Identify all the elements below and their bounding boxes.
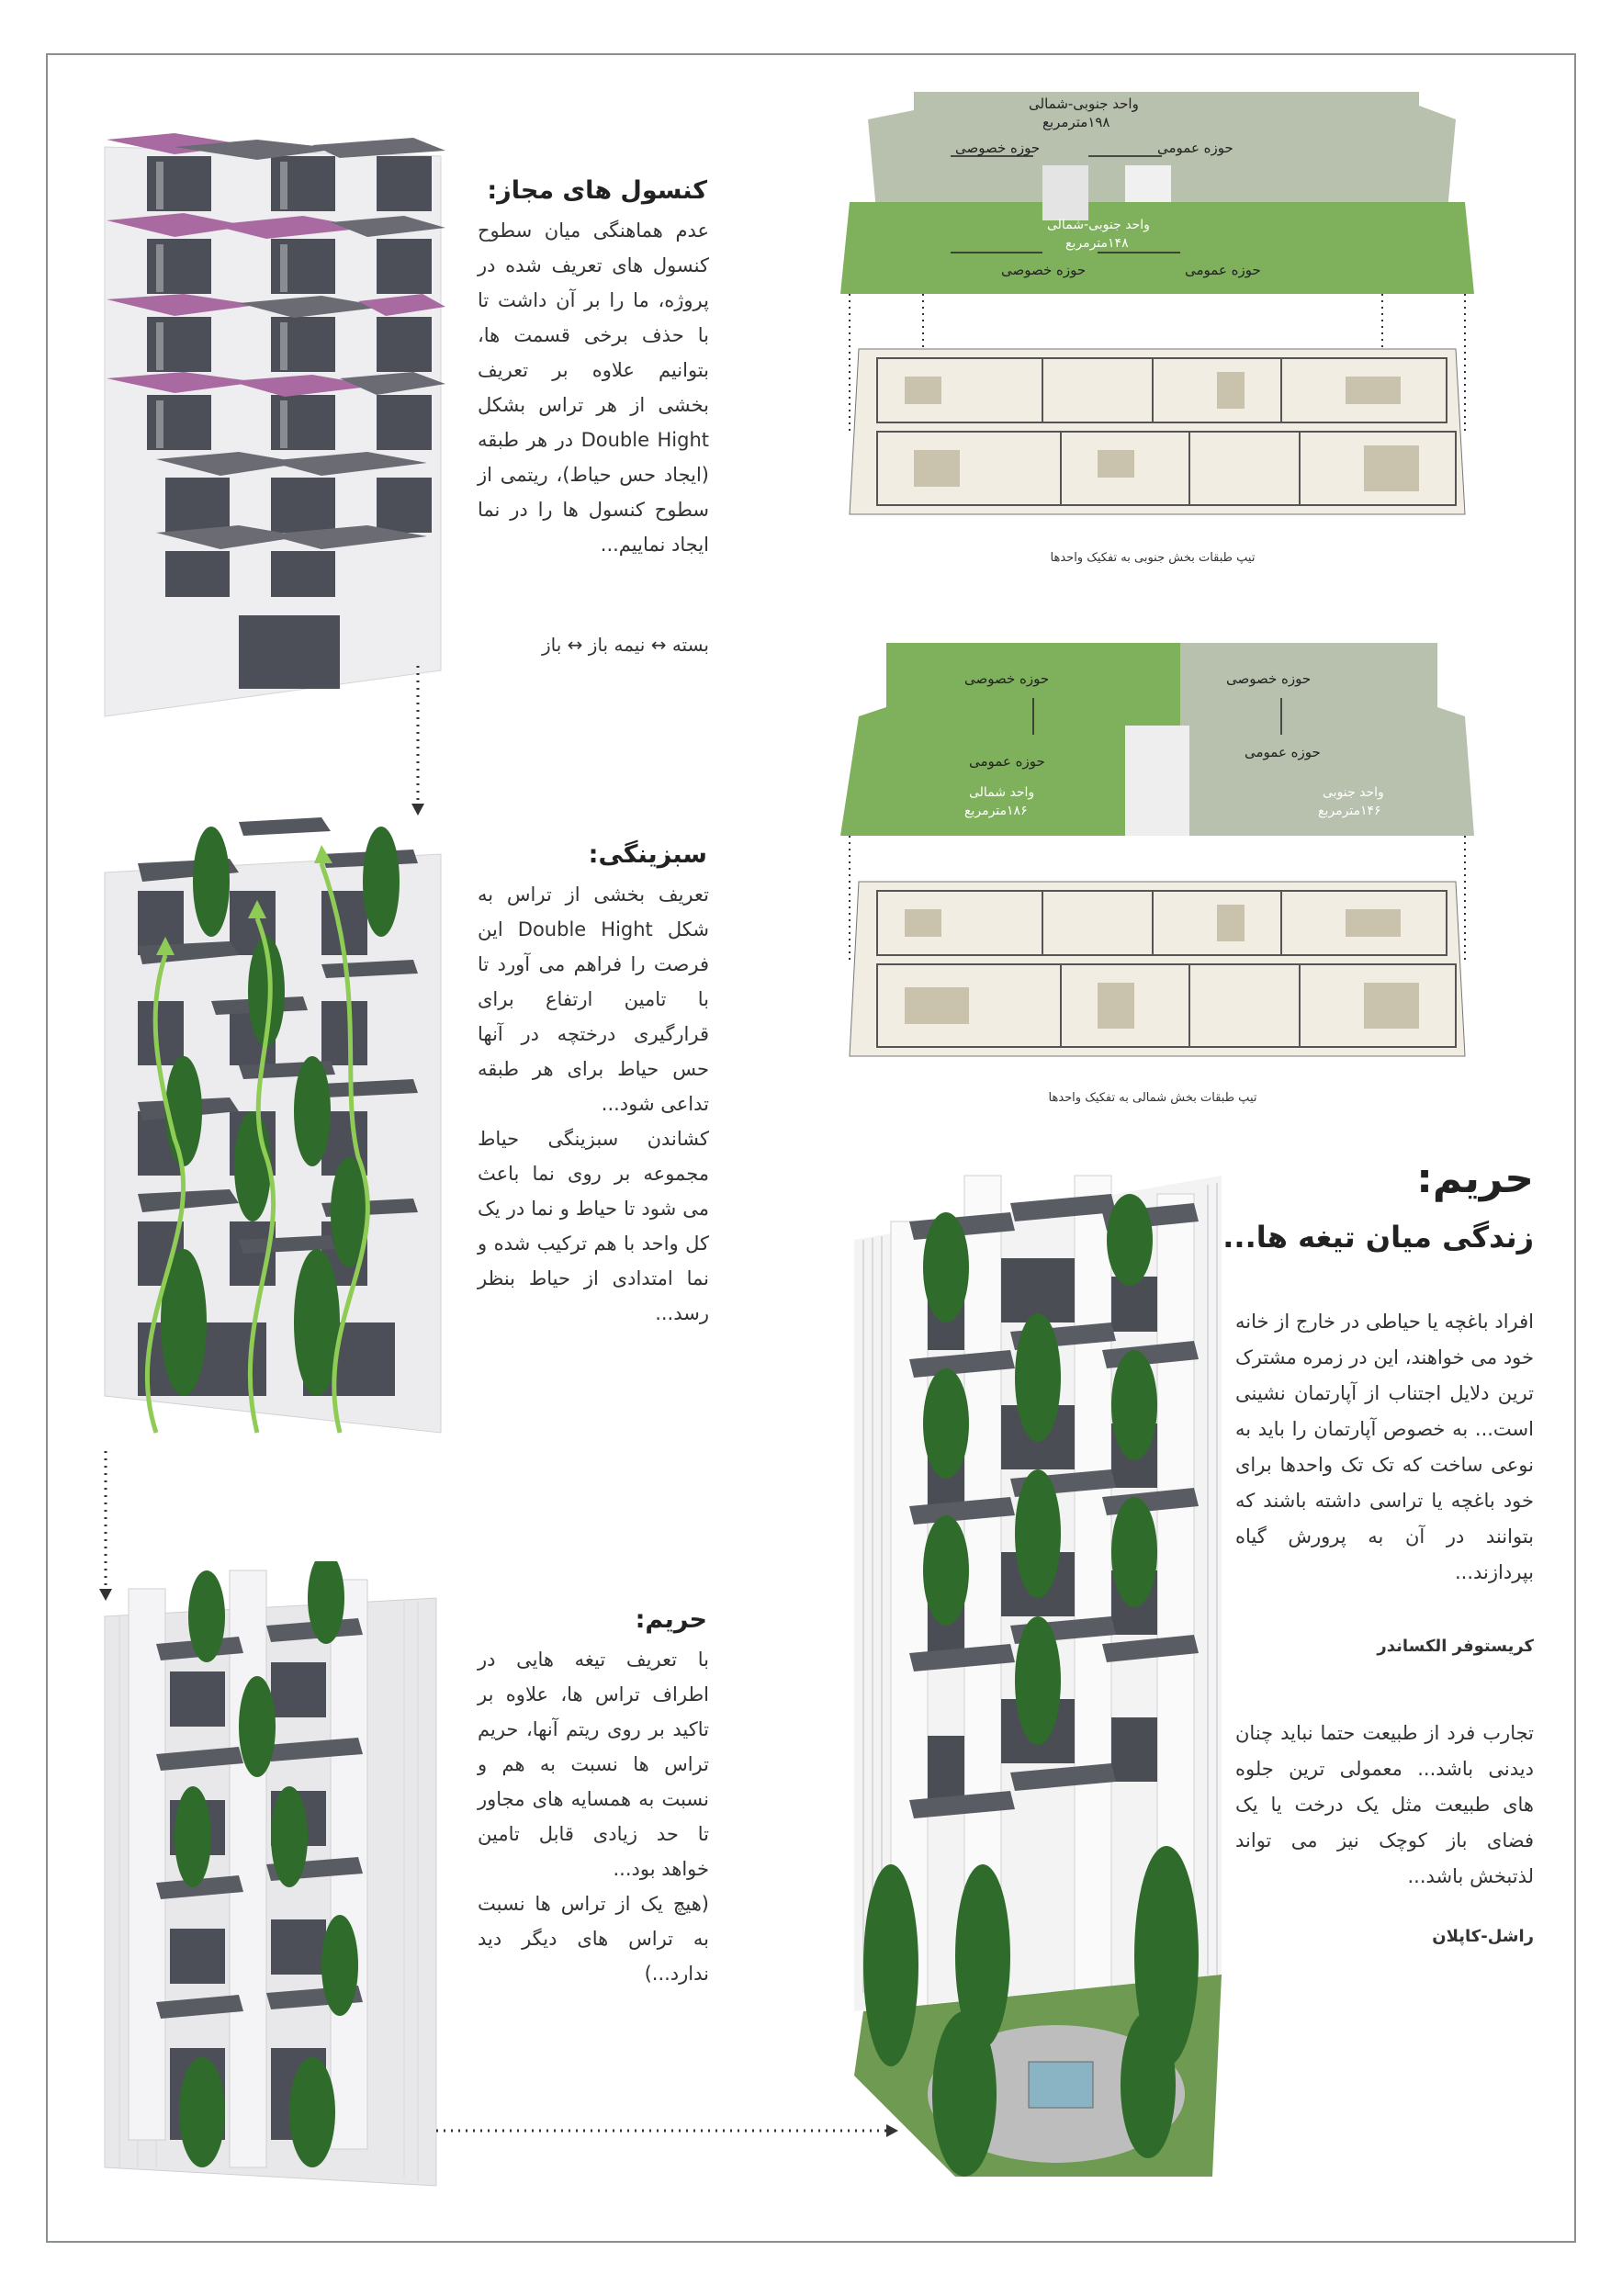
- greenery-body: تعریف بخشی از تراس به شکل Double Hight این فرصت را فراهم می آورد تا با تامین ارتفاع برای قرارگیری درختچه در آنها حس حیاط برای هر طبقه تداعی شود... کشاندن سبزینگی حیاط مجموعه بر روی نما باعث می شود تا حیاط و نما در یک کل واحد با هم ترکیب شده و نما امتدادی از حیاط بنظر رسد...: [478, 884, 709, 1324]
- privacy-facade-illustration: [101, 1561, 455, 2204]
- main-quote-1: افراد باغچه یا حیاطی در خارج از خانه خود می خواهند، این در زمره مشترک ترین دلایل اجتناب از آپارتمان نشینی است... به خصوص آپارتمان را باید به نوعی ساخت که تک تک واحدها برای خود باغچه یا تراسی داشته باشند که بتوانند در آن به پرورش گیاه بپردازند...: [1235, 1311, 1534, 1583]
- privacy-title: حریم:: [635, 1605, 707, 1634]
- south-private-mid-label: حوزه خصوصی: [1001, 262, 1087, 278]
- cantilever-sequence: بسته ↔ نیمه باز ↔ باز: [542, 634, 709, 656]
- north-public-right-label: حوزه عمومی: [1245, 744, 1321, 760]
- main-title: حریم:: [1416, 1155, 1534, 1202]
- north-plan-caption: تیپ طبقات بخش شمالی به تفکیک واحدها: [1048, 1091, 1257, 1105]
- greenery-title: سبزینگی:: [588, 840, 707, 869]
- south-public-top-label: حوزه عمومی: [1157, 140, 1233, 156]
- south-area-mid-label: ۱۴۸مترمربع: [1065, 236, 1129, 251]
- main-subtitle: زندگی میان تیغه ها...: [1222, 1220, 1534, 1255]
- main-quote-2-author: راشل-کاپلان: [1432, 1927, 1534, 1946]
- south-unit-top-label: واحد جنوبی-شمالی: [1029, 96, 1139, 112]
- greenery-facade-illustration: [101, 808, 455, 1451]
- main-quote-2: تجارب فرد از طبیعت حتما نباید چنان دیدنی باشد... معمولی ترین جلوه های طبیعت مثل یک درخت یا یک فضای باز کوچک نیز می تواند لذتبخش باشد...: [1235, 1722, 1534, 1887]
- cantilever-title: کنسول های مجاز:: [487, 176, 707, 205]
- connector-arrow-3: [436, 2120, 905, 2142]
- south-plan-caption: تیپ طبقات بخش جنوبی به تفکیک واحدها: [1050, 551, 1256, 565]
- north-area-left-label: ۱۸۶مترمربع: [964, 804, 1028, 818]
- south-public-mid-label: حوزه عمومی: [1185, 262, 1261, 278]
- north-plan-diagram: [831, 634, 1483, 1075]
- north-area-right-label: ۱۴۶مترمربع: [1318, 804, 1381, 818]
- north-private-left-label: حوزه خصوصی: [964, 670, 1050, 687]
- south-private-top-label: حوزه خصوصی: [955, 140, 1041, 156]
- south-unit-mid-label: واحد جنوبی-شمالی: [1047, 218, 1150, 232]
- north-public-left-label: حوزه عمومی: [969, 753, 1045, 770]
- north-private-right-label: حوزه خصوصی: [1226, 670, 1312, 687]
- privacy-body: با تعریف تیغه هایی در اطراف تراس ها، علاوه بر تاکید بر روی ریتم آنها، حریم تراس ها نسبت به هم و نسبت به همسایه های مجاور تا حد زیادی قابل تامین خواهد بود... (هیچ یک از تراس ها نسبت به تراس های دیگر دید ندارد...): [478, 1649, 709, 1985]
- main-quote-1-author: کریستوفر الکساندر: [1377, 1637, 1534, 1656]
- north-unit-right-label: واحد جنوبی: [1323, 785, 1384, 800]
- cantilever-body: عدم هماهنگی میان سطوح کنسول های تعریف شده در پروژه، ما را بر آن داشت تا با حذف برخی قسمت ها، بتوانیم علاوه بر تعریف بخشی از هر تراس بشکل Double Hight در هر طبقه (ایجاد حس حیاط)، ریتمی از سطوح کنسول ها را در نما ایجاد نماییم...: [478, 219, 709, 556]
- north-unit-left-label: واحد شمالی: [969, 785, 1035, 800]
- main-perspective-render: [845, 1166, 1231, 2186]
- connector-arrow-1: [404, 666, 432, 822]
- south-area-top-label: ۱۹۸مترمربع: [1042, 114, 1110, 130]
- cantilever-facade-illustration: [101, 129, 459, 735]
